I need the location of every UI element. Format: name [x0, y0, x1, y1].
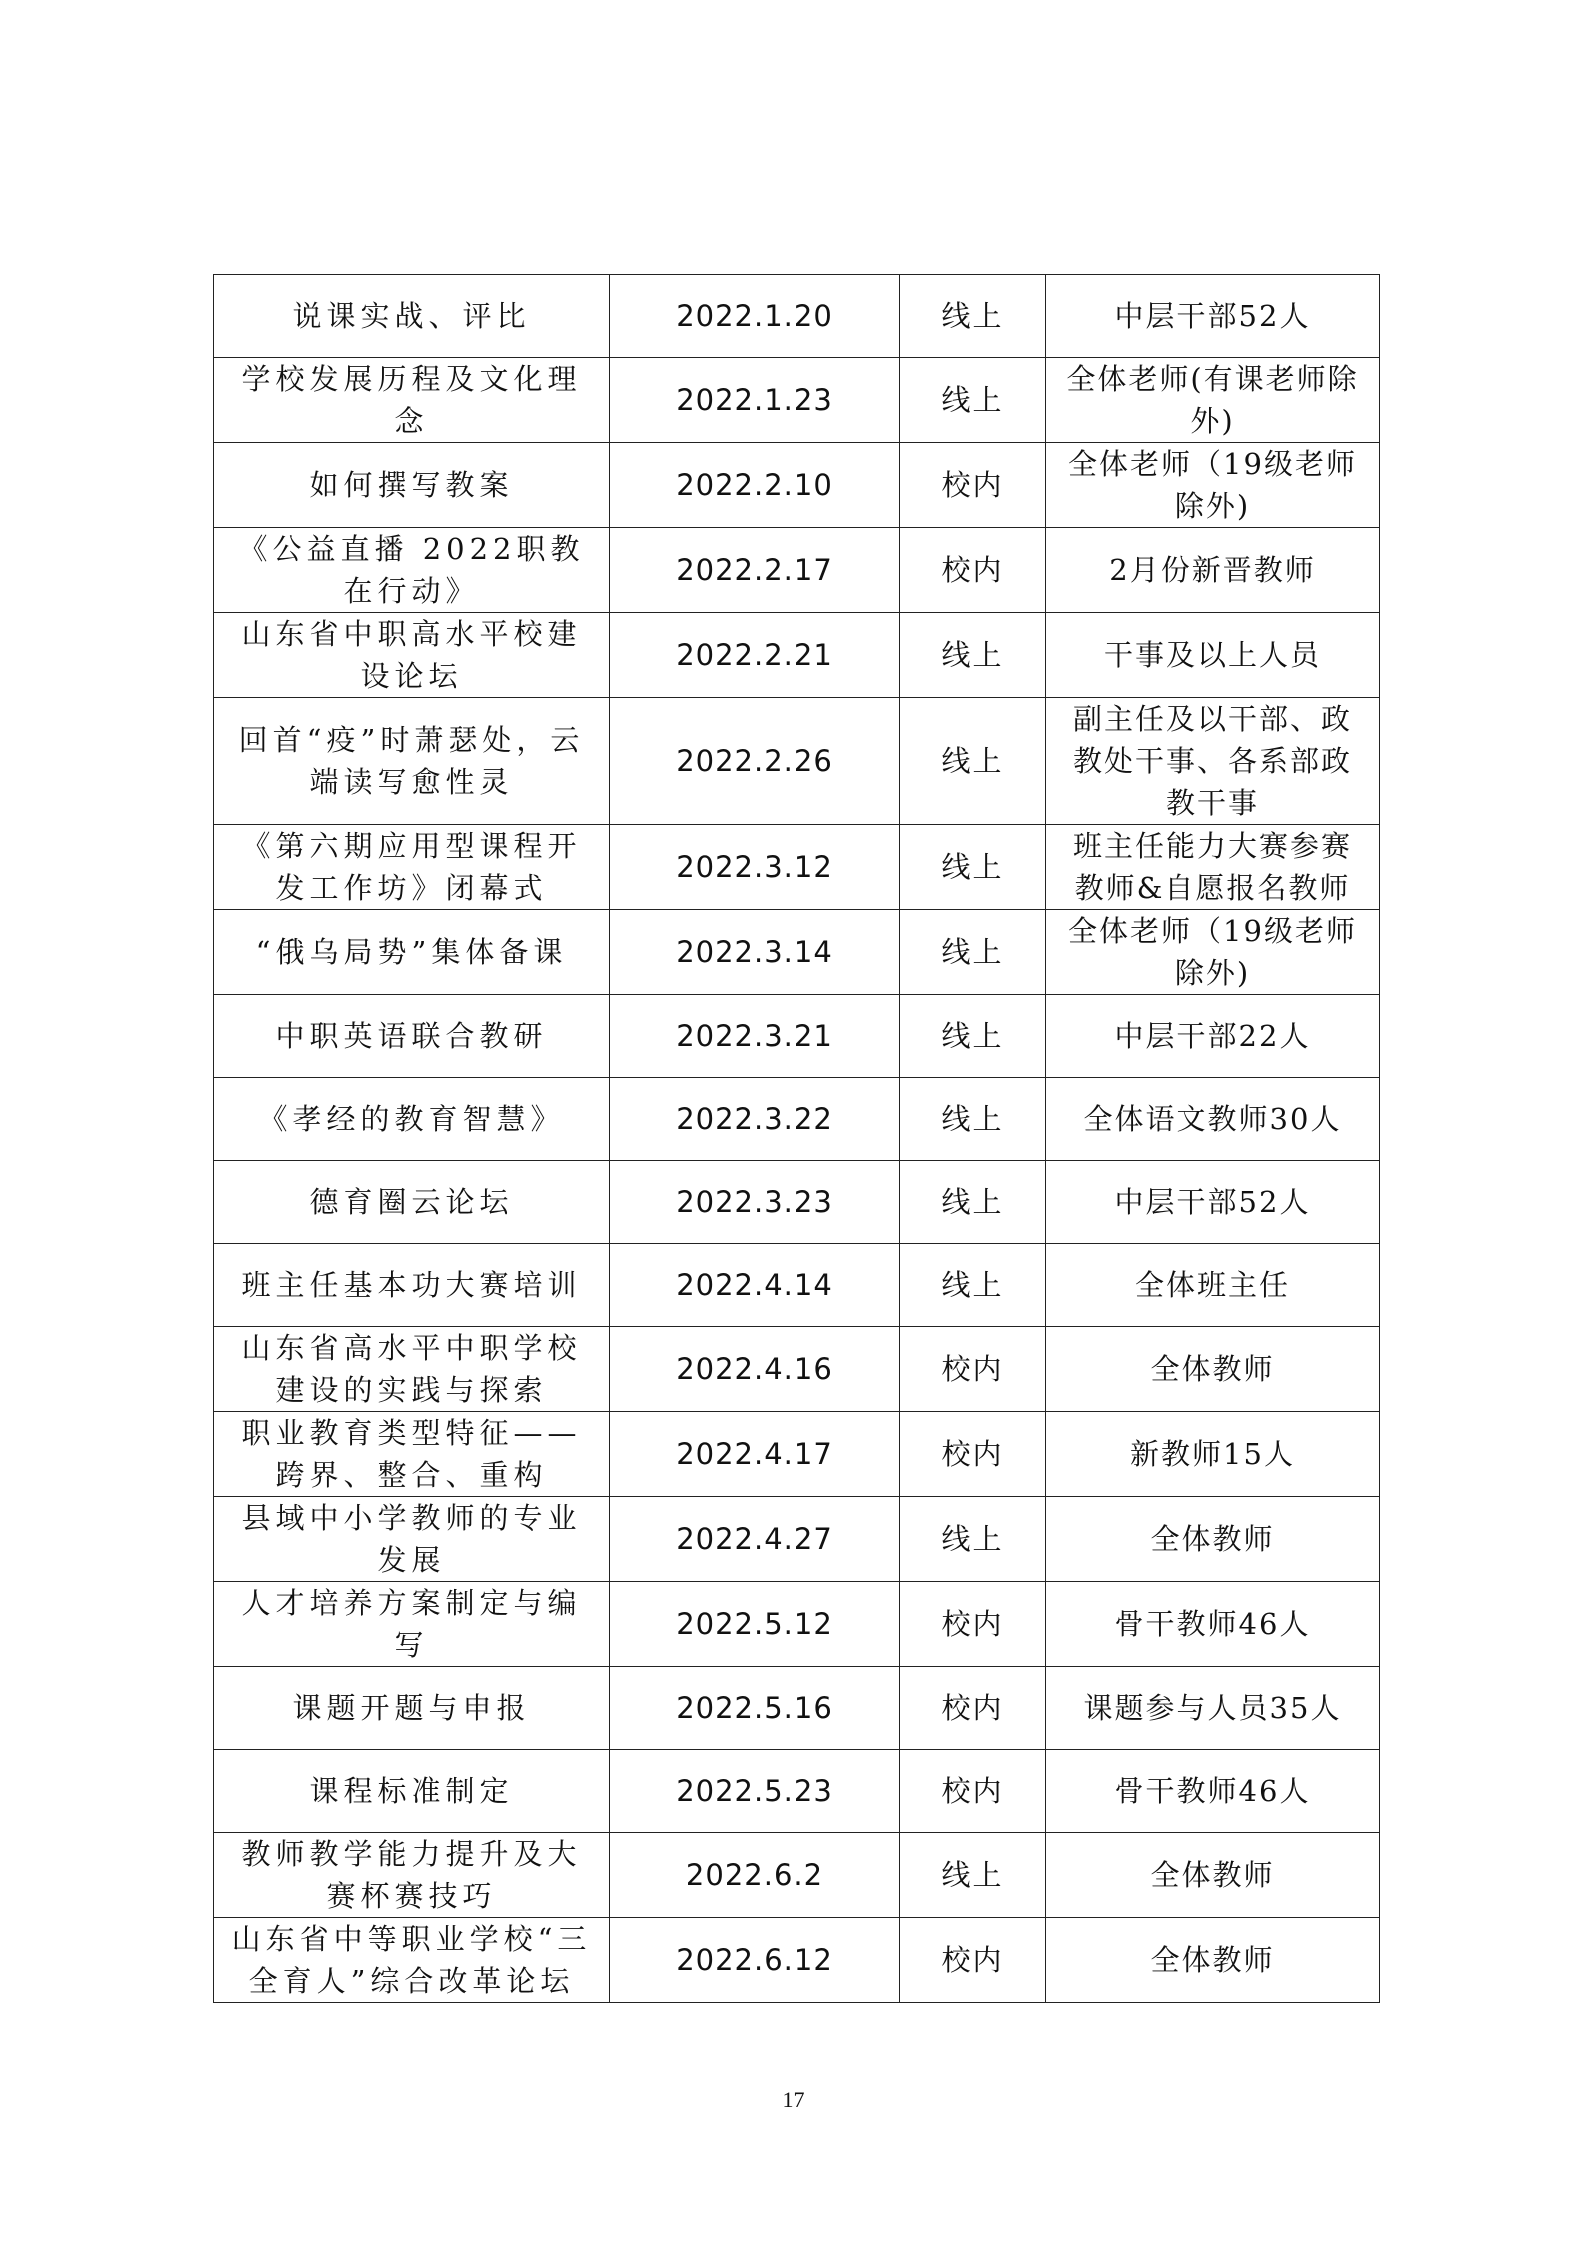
topic-cell: 如何撰写教案 [214, 443, 610, 528]
mode-cell: 线上 [900, 910, 1046, 995]
topic-cell: 《公益直播 2022职教在行动》 [214, 528, 610, 613]
date-cell: 2022.4.17 [610, 1412, 900, 1497]
audience-cell: 干事及以上人员 [1046, 613, 1380, 698]
date-cell: 2022.3.12 [610, 825, 900, 910]
topic-cell: 山东省中职高水平校建设论坛 [214, 613, 610, 698]
mode-cell: 校内 [900, 1667, 1046, 1750]
date-cell: 2022.1.20 [610, 275, 900, 358]
audience-cell: 2月份新晋教师 [1046, 528, 1380, 613]
table-row [214, 1667, 1380, 1750]
topic-cell: 课程标准制定 [214, 1750, 610, 1833]
mode-cell: 校内 [900, 1582, 1046, 1667]
date-cell: 2022.5.16 [610, 1667, 900, 1750]
date-cell: 2022.5.23 [610, 1750, 900, 1833]
table-row [214, 443, 1380, 528]
mode-cell: 校内 [900, 1918, 1046, 2003]
audience-cell: 全体班主任 [1046, 1244, 1380, 1327]
topic-cell: 说课实战、评比 [214, 275, 610, 358]
date-cell: 2022.5.12 [610, 1582, 900, 1667]
table-row [214, 358, 1380, 443]
mode-cell: 线上 [900, 358, 1046, 443]
topic-cell: 课题开题与申报 [214, 1667, 610, 1750]
topic-cell: “俄乌局势”集体备课 [214, 910, 610, 995]
table-row [214, 1497, 1380, 1582]
audience-cell: 全体老师(有课老师除外) [1046, 358, 1380, 443]
training-table [213, 274, 1380, 2003]
table-row [214, 1412, 1380, 1497]
date-cell: 2022.1.23 [610, 358, 900, 443]
date-cell: 2022.2.26 [610, 698, 900, 825]
topic-cell: 学校发展历程及文化理念 [214, 358, 610, 443]
table-row [214, 613, 1380, 698]
mode-cell: 线上 [900, 995, 1046, 1078]
table-row [214, 698, 1380, 825]
table-row [214, 1582, 1380, 1667]
audience-cell: 新教师15人 [1046, 1412, 1380, 1497]
audience-cell: 骨干教师46人 [1046, 1750, 1380, 1833]
mode-cell: 校内 [900, 1750, 1046, 1833]
mode-cell: 线上 [900, 275, 1046, 358]
audience-cell: 骨干教师46人 [1046, 1582, 1380, 1667]
topic-cell: 德育圈云论坛 [214, 1161, 610, 1244]
date-cell: 2022.6.2 [610, 1833, 900, 1918]
mode-cell: 线上 [900, 698, 1046, 825]
mode-cell: 校内 [900, 443, 1046, 528]
audience-cell: 中层干部22人 [1046, 995, 1380, 1078]
date-cell: 2022.3.23 [610, 1161, 900, 1244]
topic-cell: 山东省中等职业学校“三全育人”综合改革论坛 [214, 1918, 610, 2003]
topic-cell: 职业教育类型特征——跨界、整合、重构 [214, 1412, 610, 1497]
mode-cell: 线上 [900, 1078, 1046, 1161]
date-cell: 2022.2.10 [610, 443, 900, 528]
table-row [214, 275, 1380, 358]
mode-cell: 线上 [900, 1244, 1046, 1327]
table-row [214, 1750, 1380, 1833]
topic-cell: 《第六期应用型课程开发工作坊》闭幕式 [214, 825, 610, 910]
mode-cell: 校内 [900, 528, 1046, 613]
table-row [214, 910, 1380, 995]
audience-cell: 中层干部52人 [1046, 1161, 1380, 1244]
mode-cell: 线上 [900, 825, 1046, 910]
table-row [214, 1244, 1380, 1327]
mode-cell: 校内 [900, 1412, 1046, 1497]
mode-cell: 线上 [900, 1161, 1046, 1244]
topic-cell: 教师教学能力提升及大赛杯赛技巧 [214, 1833, 610, 1918]
date-cell: 2022.4.27 [610, 1497, 900, 1582]
date-cell: 2022.2.21 [610, 613, 900, 698]
table-row [214, 1918, 1380, 2003]
mode-cell: 线上 [900, 613, 1046, 698]
date-cell: 2022.4.14 [610, 1244, 900, 1327]
audience-cell: 班主任能力大赛参赛教师&自愿报名教师 [1046, 825, 1380, 910]
audience-cell: 全体教师 [1046, 1327, 1380, 1412]
table-row [214, 1078, 1380, 1161]
audience-cell: 全体教师 [1046, 1833, 1380, 1918]
audience-cell: 全体语文教师30人 [1046, 1078, 1380, 1161]
training-table-body [214, 275, 1380, 2003]
date-cell: 2022.3.21 [610, 995, 900, 1078]
date-cell: 2022.4.16 [610, 1327, 900, 1412]
audience-cell: 全体老师（19级老师除外) [1046, 443, 1380, 528]
page-number: 17 [782, 2087, 805, 2112]
table-row [214, 995, 1380, 1078]
audience-cell: 课题参与人员35人 [1046, 1667, 1380, 1750]
topic-cell: 人才培养方案制定与编写 [214, 1582, 610, 1667]
topic-cell: 《孝经的教育智慧》 [214, 1078, 610, 1161]
date-cell: 2022.3.22 [610, 1078, 900, 1161]
table-row [214, 825, 1380, 910]
date-cell: 2022.2.17 [610, 528, 900, 613]
topic-cell: 班主任基本功大赛培训 [214, 1244, 610, 1327]
date-cell: 2022.3.14 [610, 910, 900, 995]
mode-cell: 线上 [900, 1497, 1046, 1582]
topic-cell: 县域中小学教师的专业发展 [214, 1497, 610, 1582]
audience-cell: 全体老师（19级老师除外) [1046, 910, 1380, 995]
topic-cell: 山东省高水平中职学校建设的实践与探索 [214, 1327, 610, 1412]
table-row [214, 1327, 1380, 1412]
audience-cell: 中层干部52人 [1046, 275, 1380, 358]
table-row [214, 1161, 1380, 1244]
topic-cell: 回首“疫”时萧瑟处，云端读写愈性灵 [214, 698, 610, 825]
audience-cell: 全体教师 [1046, 1497, 1380, 1582]
topic-cell: 中职英语联合教研 [214, 995, 610, 1078]
table-row [214, 1833, 1380, 1918]
audience-cell: 副主任及以干部、政教处干事、各系部政教干事 [1046, 698, 1380, 825]
mode-cell: 线上 [900, 1833, 1046, 1918]
mode-cell: 校内 [900, 1327, 1046, 1412]
date-cell: 2022.6.12 [610, 1918, 900, 2003]
audience-cell: 全体教师 [1046, 1918, 1380, 2003]
table-row [214, 528, 1380, 613]
